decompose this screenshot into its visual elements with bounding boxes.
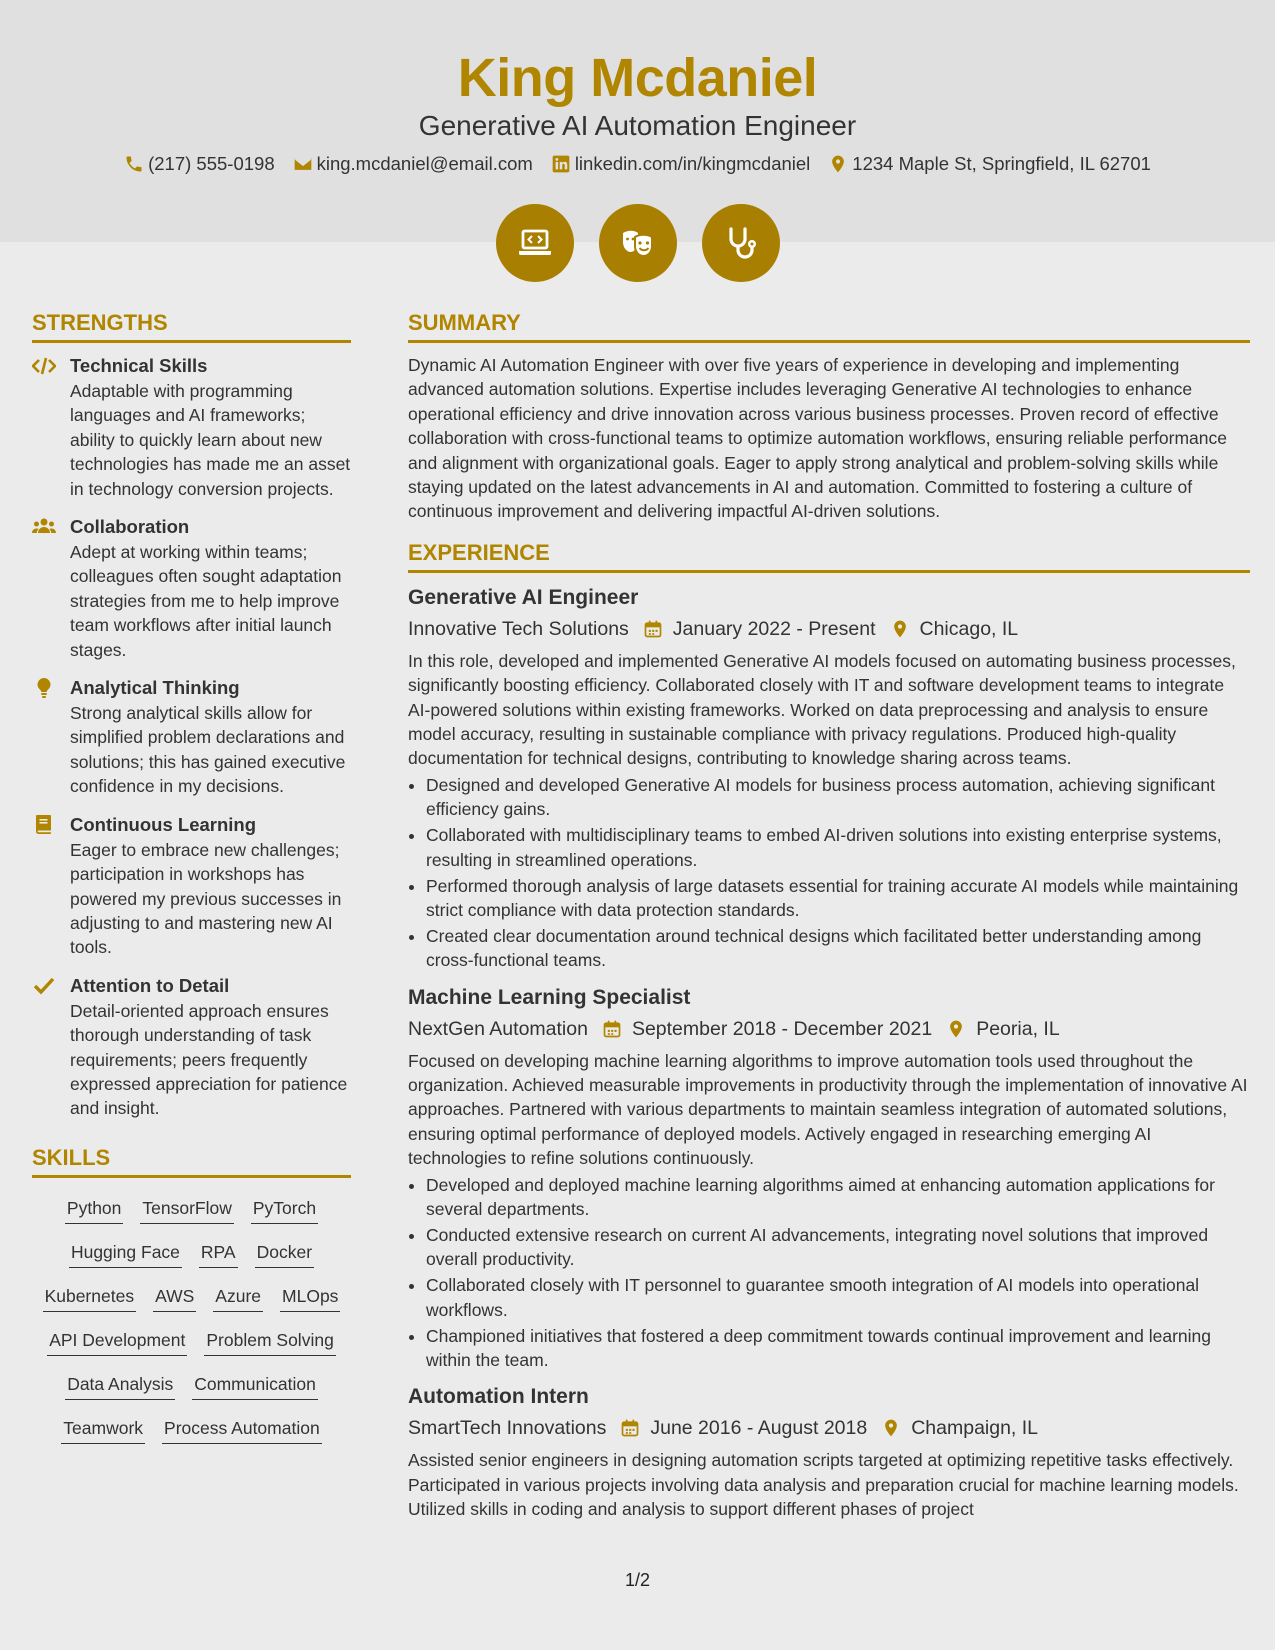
theater-masks-icon [599, 204, 677, 282]
map-marker-icon [890, 619, 910, 639]
job-dates: January 2022 - Present [672, 617, 876, 640]
strength-text: Strong analytical skills allow for simplified problem declarations and solutions; this has gained executive confidence in my decisions. [70, 703, 346, 797]
job-company: SmartTech Innovations [408, 1417, 607, 1440]
skill-tag: Problem Solving [204, 1326, 335, 1356]
job-title: Machine Learning Specialist [408, 985, 691, 1009]
strength-item [32, 675, 351, 799]
calendar-icon [620, 1418, 640, 1438]
skill-tag: Data Analysis [65, 1370, 175, 1400]
skill-tag: Kubernetes [43, 1282, 137, 1312]
job-meta [408, 1013, 1250, 1045]
job-entry [408, 983, 1250, 1373]
strength-item [32, 973, 351, 1121]
list-item: • Performed thorough analysis of large datasets essential for training accurate AI models while maintaining strict compliance with data protection standards. [426, 874, 1250, 923]
experience-heading: EXPERIENCE [408, 538, 1250, 573]
job-description: Focused on developing machine learning algorithms to improve automation tools used throughout the organization. Achieved measurable improvements in productivity through the implementation of innovative AI approaches. Partnered with various departments to maintain seamless integration of automated solutions, ensuring optimal performance of deployed models. Actively engaged in researching emerging AI technologies to refine solutions continuously. [408, 1050, 1248, 1169]
skill-tag: API Development [47, 1326, 187, 1356]
job-title: Generative AI Engineer [408, 585, 639, 609]
book-icon [32, 815, 56, 835]
strength-item [32, 514, 351, 662]
skill-tag: Hugging Face [69, 1238, 182, 1268]
candidate-title: Generative AI Automation Engineer [418, 110, 857, 141]
job-dates: September 2018 - December 2021 [631, 1017, 933, 1040]
skill-tag: Process Automation [162, 1414, 322, 1444]
skills-heading: SKILLS [32, 1143, 351, 1178]
skill-tag: Communication [192, 1370, 318, 1400]
summary-heading: SUMMARY [408, 308, 1250, 343]
strength-title: Continuous Learning [70, 813, 257, 835]
job-entry [408, 583, 1250, 973]
job-bullets [408, 773, 1250, 973]
linkedin-icon [551, 154, 571, 174]
job-dates: June 2016 - August 2018 [650, 1417, 868, 1440]
list-item: • Developed and deployed machine learning algorithms aimed at enhancing automation applications for several departments. [426, 1173, 1250, 1222]
job-description: Assisted senior engineers in designing automation scripts targeted at optimizing repetitive tasks effectively. Participated in various projects involving data analysis and preparation crucial for machine learning models. Utilized skills in coding and analysis to support different phases of project [408, 1450, 1239, 1520]
envelope-icon [293, 154, 313, 174]
strength-title: Collaboration [70, 516, 190, 538]
interest-icons [0, 204, 1275, 282]
job-location: Champaign, IL [911, 1417, 1039, 1440]
skill-tag: Teamwork [61, 1414, 145, 1444]
map-marker-icon [881, 1418, 901, 1438]
linkedin-text[interactable]: linkedin.com/in/kingmcdaniel [574, 153, 811, 174]
code-icon [32, 356, 56, 376]
strength-item [32, 353, 351, 501]
skill-tag: Azure [213, 1282, 263, 1312]
left-column [32, 308, 351, 1444]
skill-tag: TensorFlow [140, 1194, 233, 1224]
job-location: Chicago, IL [919, 617, 1019, 640]
users-icon [32, 517, 56, 537]
contact-address [828, 150, 1151, 178]
address-text: 1234 Maple St, Springfield, IL 62701 [852, 153, 1151, 174]
map-marker-icon [828, 154, 848, 174]
skills-list [32, 1188, 351, 1444]
laptop-code-icon [496, 204, 574, 282]
stethoscope-icon [702, 204, 780, 282]
map-marker-icon [946, 1019, 966, 1039]
job-meta [408, 613, 1250, 645]
candidate-name: King Mcdaniel [457, 48, 818, 108]
list-item: • Collaborated with multidisciplinary teams to embed AI-driven solutions into existing enterprise systems, resulting in streamlined operations. [426, 823, 1250, 872]
email-text[interactable]: king.mcdaniel@email.com [316, 153, 533, 174]
job-company: Innovative Tech Solutions [408, 617, 629, 640]
strength-text: Detail-oriented approach ensures thorough understanding of task requirements; peers frequently expressed appreciation for patience and insight. [70, 1000, 348, 1119]
calendar-icon [643, 619, 663, 639]
calendar-icon [602, 1019, 622, 1039]
summary-text: Dynamic AI Automation Engineer with over five years of experience in developing and implementing advanced automation solutions. Expertise includes leveraging Generative AI technologies to enhance operational efficiency and drive innovation across various business processes. Proven record of effective collaboration with cross-functional teams to optimize automation workflows, ensuring reliable performance and alignment with organizational goals. Eager to apply strong analytical and problem-solving skills while staying updated on the latest advancements in AI and automation. Committed to fostering a culture of continuous improvement and delivering impactful AI-driven solutions. [408, 355, 1227, 522]
strengths-list [32, 353, 351, 1121]
strength-title: Attention to Detail [70, 974, 230, 996]
job-bullets [408, 1173, 1250, 1373]
job-company: NextGen Automation [408, 1017, 588, 1040]
list-item: • Conducted extensive research on current AI advancements, integrating novel solutions that improved overall productivity. [426, 1223, 1250, 1272]
lightbulb-icon [32, 678, 56, 698]
strength-text: Adaptable with programming languages and AI frameworks; ability to quickly learn about new technologies has made me an asset in technology conversion projects. [70, 381, 351, 499]
list-item: • Designed and developed Generative AI models for business process automation, achieving significant efficiency gains. [426, 773, 1250, 822]
job-description: In this role, developed and implemented Generative AI models focused on automating business processes, significantly boosting efficiency. Collaborated closely with IT and software development teams to integrate AI-powered solutions within existing frameworks. Worked on data preprocessing and analysis to ensure model accuracy, resulting in sustainable compliance with privacy regulations. Produced high-quality documentation for technical designs, contributing to knowledge sharing across teams. [408, 650, 1236, 769]
skill-tag: AWS [153, 1282, 196, 1312]
strength-title: Technical Skills [70, 355, 208, 376]
strength-text: Adept at working within teams; colleagues often sought adaptation strategies from me to help improve team workflows after initial launch stages. [70, 542, 342, 660]
check-icon [32, 976, 56, 996]
skill-tag: RPA [199, 1238, 238, 1268]
contact-phone [124, 150, 275, 178]
list-item: • Championed initiatives that fostered a deep commitment towards continual improvement and learning within the team. [426, 1324, 1250, 1373]
job-location: Peoria, IL [976, 1017, 1060, 1040]
list-item: • Collaborated closely with IT personnel to guarantee smooth integration of AI models into operational workflows. [426, 1273, 1250, 1322]
job-meta [408, 1412, 1250, 1444]
right-column [408, 308, 1250, 1532]
list-item: • Created clear documentation around technical designs which facilitated better understanding among cross-functional teams. [426, 924, 1250, 973]
job-title: Automation Intern [408, 1385, 589, 1409]
phone-text: (217) 555-0198 [148, 153, 275, 174]
skill-tag: Docker [255, 1238, 314, 1268]
strength-item [32, 812, 351, 960]
strengths-heading: STRENGTHS [32, 308, 351, 343]
strength-title: Analytical Thinking [70, 677, 240, 699]
skill-tag: PyTorch [251, 1194, 318, 1224]
contact-email[interactable] [293, 150, 533, 178]
job-entry [408, 1382, 1250, 1521]
phone-icon [124, 154, 144, 174]
skill-tag: Python [65, 1194, 123, 1224]
strength-text: Eager to embrace new challenges; participation in workshops has powered my previous successes in adjusting to and mastering new AI tools. [70, 839, 342, 958]
skill-tag: MLOps [280, 1282, 340, 1312]
contact-linkedin[interactable] [551, 150, 810, 178]
contact-info [0, 150, 1275, 178]
page-indicator: 1/2 [624, 1570, 651, 1590]
